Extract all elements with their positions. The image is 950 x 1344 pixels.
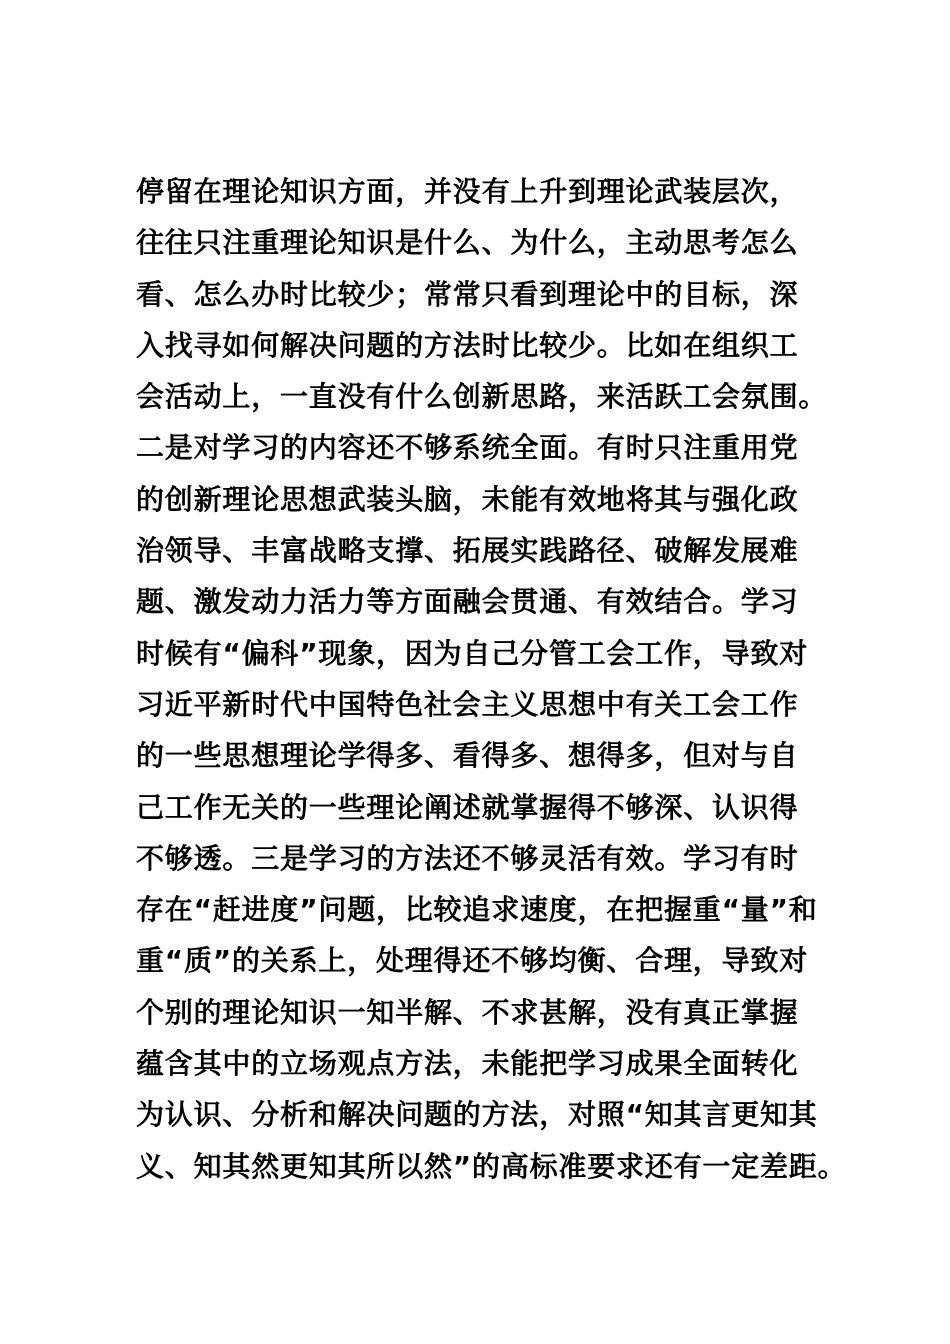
text-line: 不够透。三是学习的方法还不够灵活有效。学习有时 bbox=[136, 841, 799, 875]
text-line: 题、激发动力活力等方面融会贯通、有效结合。学习 bbox=[136, 585, 799, 619]
text-line: 往往只注重理论知识是什么、为什么，主动思考怎么 bbox=[136, 226, 799, 260]
text-line: 停留在理论知识方面，并没有上升到理论武装层次， bbox=[136, 175, 799, 208]
text-line: 时候有“偏科”现象，因为自己分管工会工作，导致对 bbox=[136, 636, 809, 670]
text-line: 存在“赶进度”问题，比较追求速度，在把握重“量”和 bbox=[136, 893, 818, 927]
text-line: 入找寻如何解决问题的方法时比较少。比如在组织工 bbox=[136, 328, 799, 362]
text-line: 个别的理论知识一知半解、不求甚解，没有真正掌握 bbox=[136, 995, 799, 1029]
text-line: 会活动上，一直没有什么创新思路，来活跃工会氛围。 bbox=[136, 380, 828, 414]
text-line: 的创新理论思想武装头脑，未能有效地将其与强化政 bbox=[136, 482, 799, 516]
text-line: 治领导、丰富战略支撑、拓展实践路径、破解发展难 bbox=[136, 534, 799, 568]
text-line: 为认识、分析和解决问题的方法，对照“知其言更知其 bbox=[136, 1098, 818, 1132]
text-line: 重“质”的关系上，处理得还不够均衡、合理，导致对 bbox=[136, 944, 809, 978]
text-line: 义、知其然更知其所以然”的高标准要求还有一定差距。 bbox=[136, 1149, 847, 1183]
text-line: 看、怎么办时比较少；常常只看到理论中的目标，深 bbox=[136, 277, 799, 311]
text-line: 习近平新时代中国特色社会主义思想中有关工会工作 bbox=[136, 687, 799, 721]
body-paragraph bbox=[136, 166, 847, 1192]
text-line: 蕴含其中的立场观点方法，未能把学习成果全面转化 bbox=[136, 1047, 799, 1081]
text-line: 二是对学习的内容还不够系统全面。有时只注重用党 bbox=[136, 431, 799, 465]
text-line: 的一些思想理论学得多、看得多、想得多，但对与自 bbox=[136, 739, 799, 773]
text-line: 己工作无关的一些理论阐述就掌握得不够深、认识得 bbox=[136, 790, 799, 824]
